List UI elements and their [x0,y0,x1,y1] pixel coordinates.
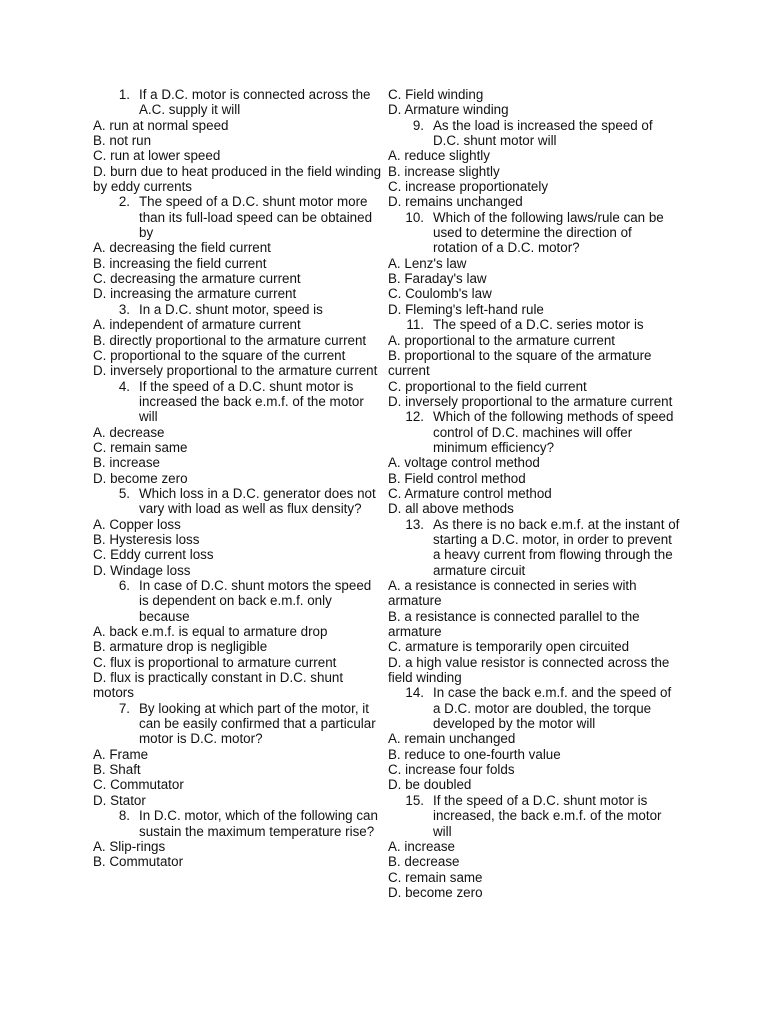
question-item [388,210,680,256]
question-text: As there is no back e.m.f. at the instant of starting a D.C. motor, in order to prevent a heavy current from flowing through the armature circuit [433,516,680,578]
answer-option: A. Lenz's law [388,255,467,271]
question-item [93,486,383,517]
answer-option: D. become zero [388,884,483,900]
question-number: 4. [118,378,130,394]
answer-option: C. increase four folds [388,762,515,778]
question-number: 14. [405,685,424,701]
question-number: 15. [405,792,424,808]
question-number: 7. [118,700,130,716]
question-item [93,194,383,240]
answer-option: D. all above methods [388,501,514,517]
question-number: 13. [405,516,424,532]
question-number: 9. [412,117,424,133]
question-number: 8. [118,808,130,824]
question-number: 5. [118,485,130,501]
answer-option: B. directly proportional to the armature current [93,332,367,348]
answer-option: A. independent of armature current [93,317,301,333]
question-item [93,578,383,624]
question-item [388,409,680,455]
answer-option: C. remain same [388,869,483,885]
answer-option: C. armature is temporarily open circuited [388,639,630,655]
answer-option: B. proportional to the square of the armature current [388,347,652,379]
answer-option: D. be doubled [388,777,472,793]
answer-option: C. Armature control method [388,485,552,501]
question-text: If the speed of a D.C. shunt motor is increased, the back e.m.f. of the motor will [433,792,662,839]
answer-option: B. Shaft [93,762,141,778]
answer-option: A. remain unchanged [388,731,516,747]
answer-option: C. Eddy current loss [93,547,214,563]
answer-option: A. Frame [93,746,149,762]
question-item [93,701,383,747]
answer-option: C. proportional to the field current [388,378,587,394]
answer-option: A. Copper loss [93,516,181,532]
question-text: If the speed of a D.C. shunt motor is increased the back e.m.f. of the motor will [139,378,364,425]
question-text: As the load is increased the speed of D.C. shunt motor will [433,117,653,149]
answer-option: A. voltage control method [388,455,540,471]
answer-option: D. Windage loss [93,562,191,578]
answer-option: B. increasing the field current [93,255,267,271]
answer-option: B. increase [93,455,160,471]
answer-option: D. remains unchanged [388,194,523,210]
answer-option: D. flux is practically constant in D.C. shunt motors [93,670,344,701]
answer-option: A. back e.m.f. is equal to armature drop [93,624,328,640]
question-item [388,793,680,839]
answer-option: A. proportional to the armature current [388,332,616,348]
answer-option: C. Coulomb's law [388,286,492,302]
answer-option: D. inversely proportional to the armature current [388,393,673,409]
answer-option: C. increase proportionately [388,179,549,195]
question-text: The speed of a D.C. shunt motor more than its full-load speed can be obtained by [139,194,373,241]
answer-option: B. Hysteresis loss [93,531,200,547]
answer-option: B. Faraday's law [388,271,487,287]
question-number: 6. [118,578,130,593]
answer-option: A. a resistance is connected in series with armature [388,578,637,609]
question-text: By looking at which part of the motor, it can be easily confirmed that a particular motor is D.C. motor? [139,700,376,747]
answer-option: B. decrease [388,854,460,870]
answer-option: B. reduce to one-fourth value [388,746,561,762]
answer-option: D. Stator [93,792,146,808]
answer-option: D. Armature winding [388,102,509,118]
question-text: If a D.C. motor is connected across the A.C. supply it will [139,87,371,118]
answer-option: C. remain same [93,439,188,455]
question-text: Which of the following laws/rule can be used to determine the direction of rotation of a D.C. motor? [433,209,664,256]
answer-option: A. reduce slightly [388,148,490,164]
right-column [388,87,680,900]
answer-option: D. become zero [93,470,188,486]
answer-option: C. flux is proportional to armature current [93,654,337,670]
answer-option: B. increase slightly [388,163,500,179]
question-text: In a D.C. shunt motor, speed is [139,301,323,317]
question-item [93,808,383,839]
question-item [388,317,680,332]
answer-option: B. Field control method [388,470,526,486]
question-text: In case of D.C. shunt motors the speed is dependent on back e.m.f. only because [139,578,372,624]
answer-option: D. increasing the armature current [93,286,297,302]
answer-option: C. Field winding [388,87,484,102]
question-number: 10. [405,209,424,225]
answer-option: A. run at normal speed [93,117,229,133]
question-number: 1. [118,87,130,102]
answer-option: B. Commutator [93,854,184,870]
question-text: Which of the following methods of speed control of D.C. machines will offer minimum efficiency? [433,409,674,455]
answer-option: C. decreasing the armature current [93,271,301,287]
question-item [388,118,680,149]
answer-option: C. Commutator [93,777,184,793]
question-item [93,87,383,118]
answer-option: D. inversely proportional to the armature current [93,363,378,379]
left-column [93,87,383,870]
answer-option: B. a resistance is connected parallel to the armature [388,608,640,640]
question-number: 11. [406,317,424,333]
question-text: In case the back e.m.f. and the speed of a D.C. motor are doubled, the torque developed by the motor will [433,685,672,732]
question-text: The speed of a D.C. series motor is [433,317,644,333]
question-text: Which loss in a D.C. generator does not vary with load as well as flux density? [139,485,376,517]
answer-option: D. burn due to heat produced in the field winding by eddy currents [93,163,382,195]
question-number: 12. [405,409,424,425]
answer-option: A. increase [388,838,455,854]
question-number: 3. [118,301,130,317]
question-text: In D.C. motor, which of the following can sustain the maximum temperature rise? [139,808,378,839]
answer-option: B. not run [93,133,152,149]
question-item [93,302,383,317]
answer-option: A. decreasing the field current [93,240,271,256]
answer-option: D. Fleming's left-hand rule [388,301,544,317]
question-item [388,517,680,578]
answer-option: A. Slip-rings [93,838,166,854]
answer-option: D. a high value resistor is connected across the field winding [388,654,670,686]
answer-option: C. proportional to the square of the current [93,347,346,363]
answer-option: A. decrease [93,424,165,440]
question-item [388,685,680,731]
answer-option: B. armature drop is negligible [93,639,268,655]
question-item [93,379,383,425]
answer-option: C. run at lower speed [93,148,221,164]
question-number: 2. [118,194,130,210]
